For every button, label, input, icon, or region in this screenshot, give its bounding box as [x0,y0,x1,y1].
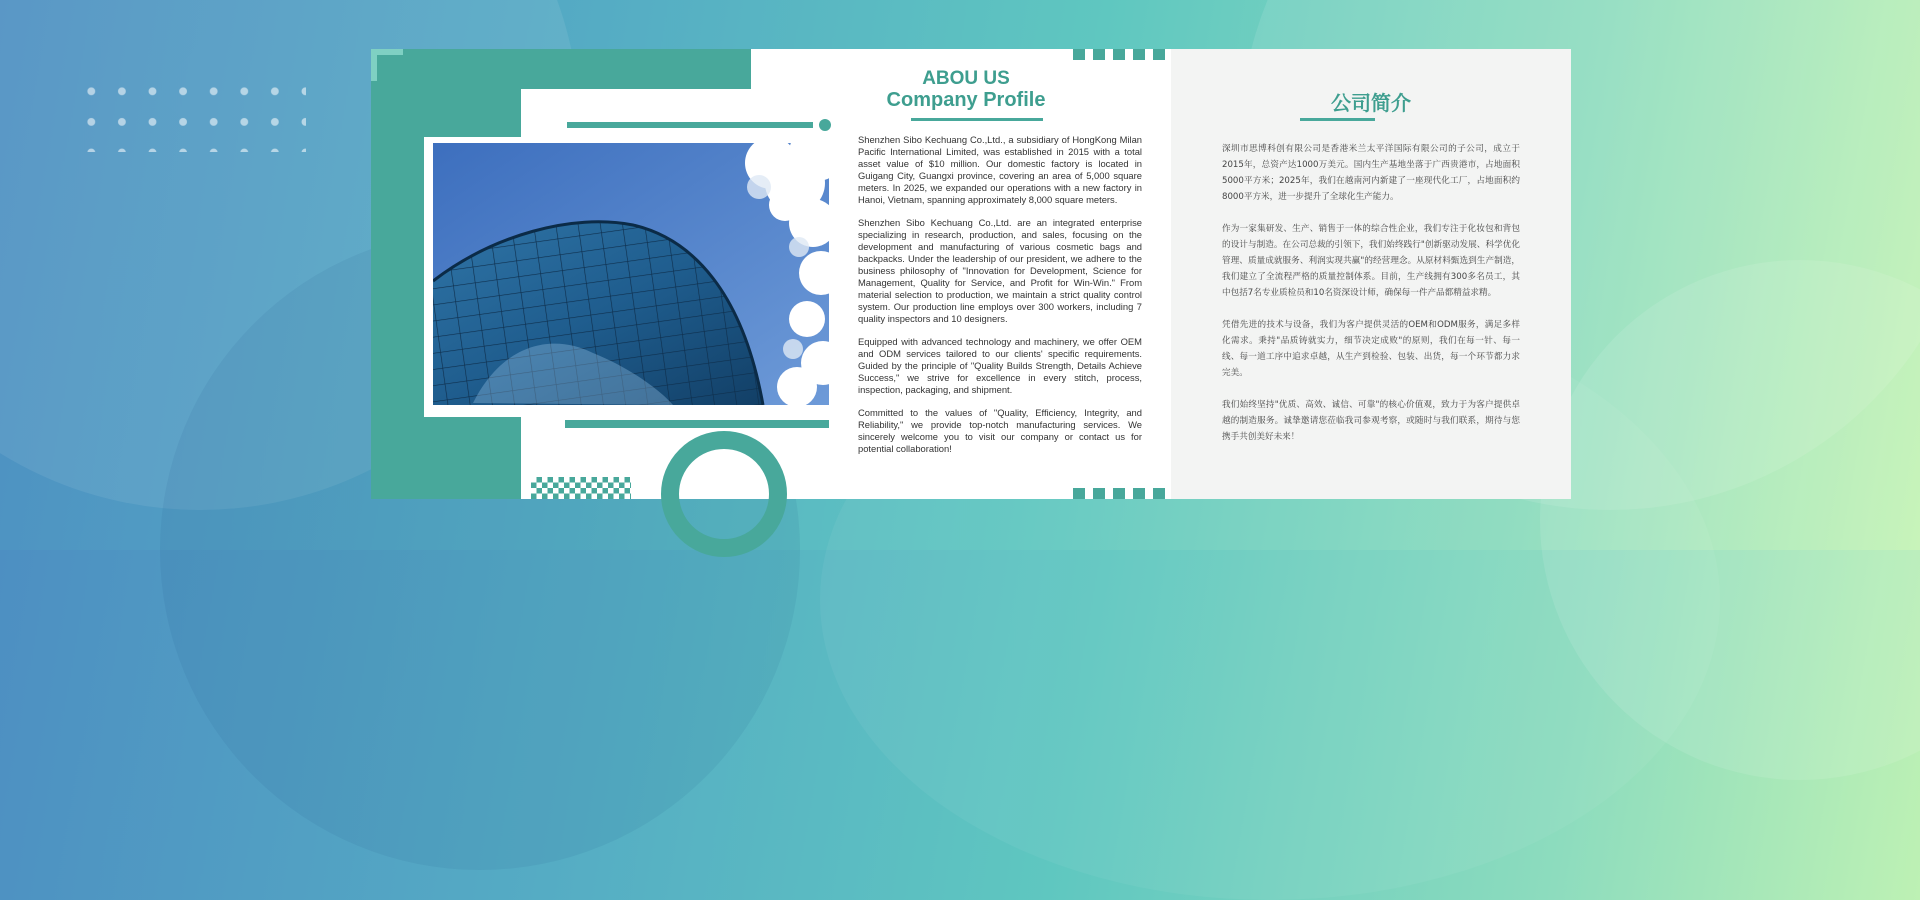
corner-mark [371,49,403,81]
english-body [858,134,1142,466]
english-paragraph: Committed to the values of "Quality, Efficiency, Integrity, and Reliability," we provide top-notch manufacturing services. We sincerely welcome you to visit our company or contact us for potential collaboration! [858,407,1142,454]
chinese-heading: 公司简介 [1331,91,1411,115]
chinese-paragraph: 深圳市思博科创有限公司是香港米兰太平洋国际有限公司的子公司，成立于2015年，总资产达1000万美元。国内生产基地坐落于广西贵港市，占地面积5000平方米；2025年，我们在越南河内新建了一座现代化工厂，占地面积约8000平方米，进一步提升了全球化生产能力。 [1222,144,1520,202]
english-paragraph: Shenzhen Sibo Kechuang Co.,Ltd. are an integrated enterprise specializing in research, production, and sales, focusing on the development and manufacturing of various cosmetic bags and backpacks. Under the leadership of our president, we adhere to the business philosophy of "Innovation for Development, Science for Management, Quality for Service, and Profit for Win-Win." From material selection to production, we maintain a strict quality control system. Our production line employs over 300 workers, including 7 quality inspectors and 10 designers. [858,217,1142,324]
english-heading [841,69,1091,111]
chinese-heading-underline [1300,118,1375,121]
decor-stripes-bottom [1073,488,1171,499]
heading-about-us: ABOU US [922,68,1010,89]
heading-underline [911,118,1043,121]
chinese-body [1222,141,1520,461]
heading-company-profile: Company Profile [886,89,1046,111]
building-photo [433,143,829,405]
decorative-dot-grid [76,76,306,152]
english-paragraph: Equipped with advanced technology and machinery, we offer OEM and ODM services tailored to our clients' specific requirements. Guided by the principle of "Quality Builds Strength, Details Achieve Success," we strive for excellence in every stitch, process, inspection, packaging, and shipment. [858,336,1142,395]
decor-bar-top [567,122,813,128]
company-profile-card [371,49,1571,499]
decor-ring [661,431,787,557]
decor-stripes-top [1073,49,1171,60]
background-shape [1540,260,1920,780]
decor-bar-bottom [565,420,829,428]
decor-dot [819,119,831,131]
chinese-paragraph: 我们始终坚持"优质、高效、诚信、可靠"的核心价值观，致力于为客户提供卓越的制造服务。诚挚邀请您莅临我司参观考察，或随时与我们联系，期待与您携手共创美好未来！ [1222,400,1520,442]
english-paragraph: Shenzhen Sibo Kechuang Co.,Ltd., a subsidiary of HongKong Milan Pacific International Limited, was established in 2015 with a total asset value of $10 million. Our domestic factory is located in Guigang City, Guangxi province, covering an area of 5,000 square meters. In 2025, we expanded our operations with a new factory in Hanoi, Vietnam, spanning approximately 8,000 square meters. [858,134,1142,205]
decor-checker [531,477,631,499]
chinese-paragraph: 凭借先进的技术与设备，我们为客户提供灵活的OEM和ODM服务，满足多样化需求。秉持"品质铸就实力，细节决定成败"的原则，我们在每一针、每一线、每一道工序中追求卓越，从生产到检验、包装、出货，每一个环节都力求完美。 [1222,320,1520,378]
chinese-paragraph: 作为一家集研发、生产、销售于一体的综合性企业，我们专注于化妆包和背包的设计与制造。在公司总裁的引领下，我们始终践行"创新驱动发展、科学优化管理、质量成就服务、利润实现共赢"的经营理念。从原材料甄选到生产制造，我们建立了全流程严格的质量控制体系。目前，生产线拥有300多名员工，其中包括7名专业质检员和10名资深设计师，确保每一件产品都精益求精。 [1222,224,1520,298]
